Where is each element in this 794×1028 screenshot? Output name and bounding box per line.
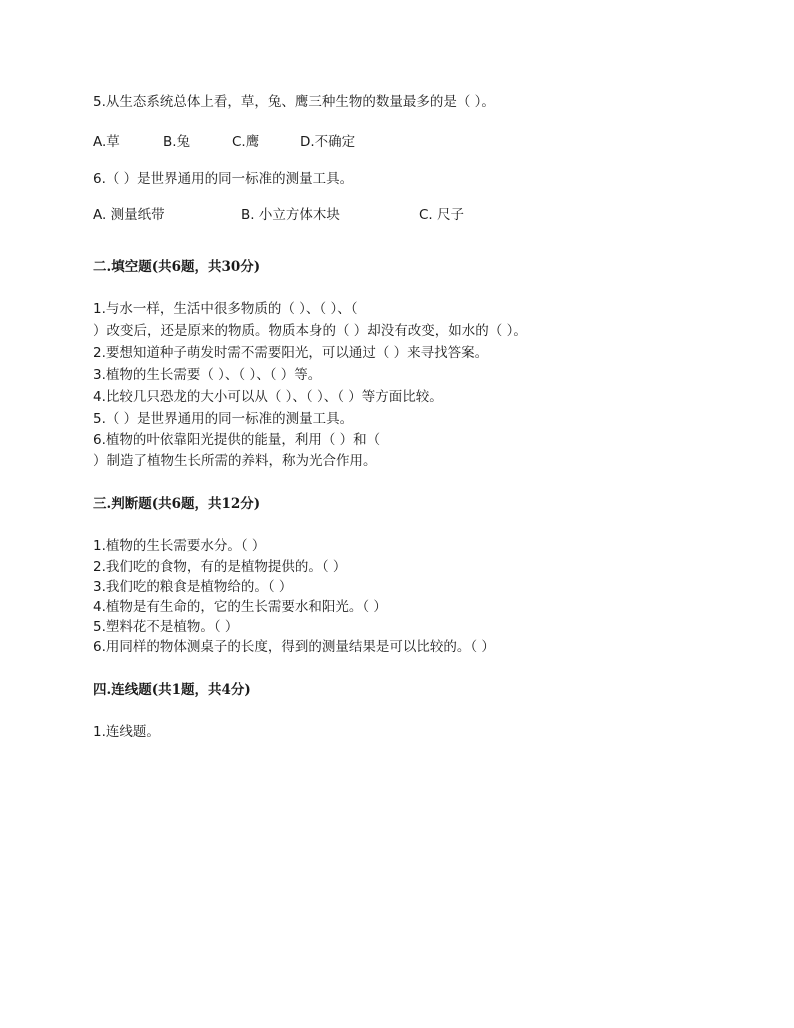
fill-blank-line: 2.要想知道种子萌发时需不需要阳光，可以通过（ ）来寻找答案。 [93, 345, 489, 361]
fill-blank-line: ）改变后，还是原来的物质。物质本身的（ ）却没有改变，如水的（ ）。 [93, 323, 527, 339]
true-false-line: 3.我们吃的粮食是植物给的。（ ） [93, 579, 293, 595]
question-5-option-b: B.兔 [163, 134, 191, 150]
question-6-option-c: C. 尺子 [419, 207, 465, 223]
question-5-stem: 5.从生态系统总体上看，草，兔、鹰三种生物的数量最多的是（ ）。 [93, 94, 495, 110]
fill-blank-line: ）制造了植物生长所需的养料，称为光合作用。 [93, 453, 377, 469]
true-false-line: 2.我们吃的食物，有的是植物提供的。（ ） [93, 559, 347, 575]
matching-line: 1.连线题。 [93, 724, 160, 740]
true-false-line: 1.植物的生长需要水分。（ ） [93, 538, 266, 554]
question-6-stem: 6.（ ）是世界通用的同一标准的测量工具。 [93, 171, 354, 187]
section-two-heading: 二.填空题(共6题，共30分) [93, 259, 261, 275]
true-false-line: 4.植物是有生命的，它的生长需要水和阳光。（ ） [93, 599, 387, 615]
true-false-line: 6.用同样的物体测桌子的长度，得到的测量结果是可以比较的。（ ） [93, 639, 495, 655]
question-6-option-b: B. 小立方体木块 [241, 207, 340, 223]
question-5-option-a: A.草 [93, 134, 120, 150]
fill-blank-line: 5.（ ）是世界通用的同一标准的测量工具。 [93, 411, 354, 427]
section-four-heading: 四.连线题(共1题，共4分) [93, 682, 251, 698]
fill-blank-line: 4.比较几只恐龙的大小可以从（ ）、（ ）、（ ）等方面比较。 [93, 389, 443, 405]
question-5-option-c: C.鹰 [232, 134, 260, 150]
section-three-heading: 三.判断题(共6题，共12分) [93, 496, 261, 512]
fill-blank-line: 1.与水一样，生活中很多物质的（ ）、（ ）、（ [93, 301, 358, 317]
fill-blank-line: 6.植物的叶依靠阳光提供的能量，利用（ ）和（ [93, 432, 381, 448]
fill-blank-line: 3.植物的生长需要（ ）、（ ）、（ ）等。 [93, 367, 322, 383]
question-5-option-d: D.不确定 [300, 134, 356, 150]
question-6-option-a: A. 测量纸带 [93, 207, 165, 223]
true-false-line: 5.塑料花不是植物。（ ） [93, 619, 239, 635]
